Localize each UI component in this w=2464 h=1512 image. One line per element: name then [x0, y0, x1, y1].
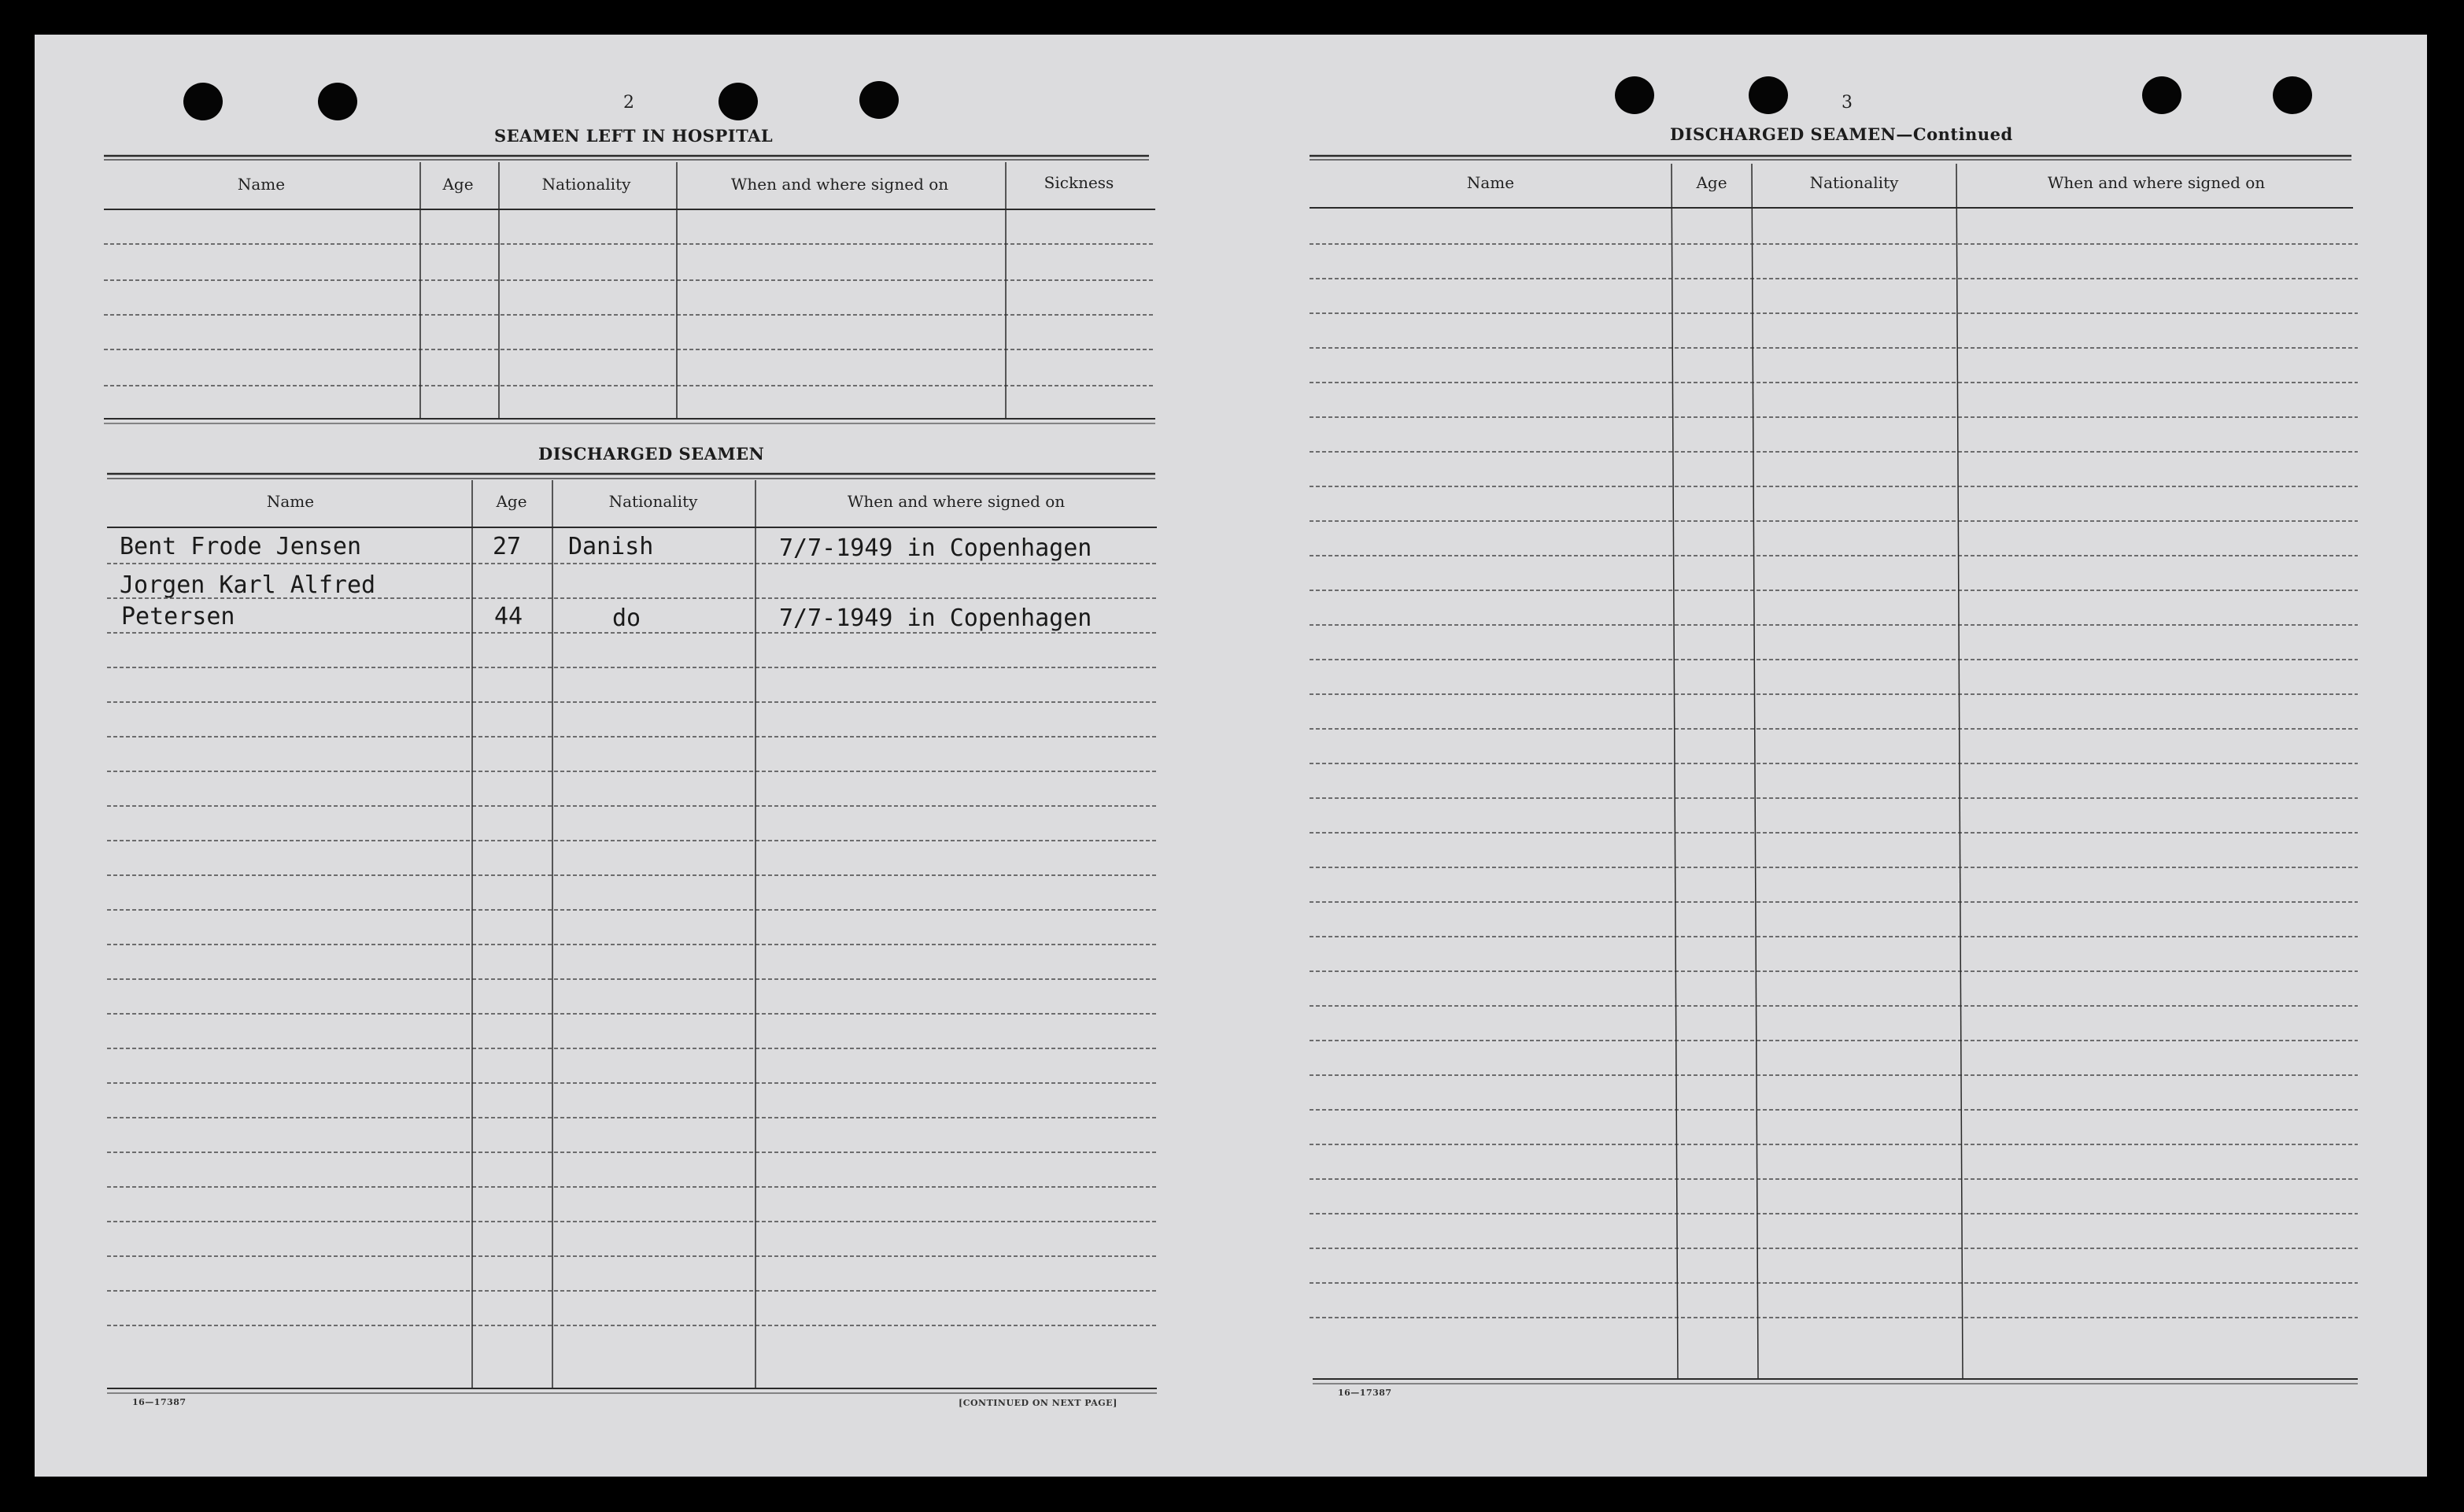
hospital-header-name: Name — [237, 175, 286, 194]
right-header-signed-on: When and where signed on — [2047, 173, 2266, 192]
entry-2-name-line2: Petersen — [121, 603, 235, 630]
right-column-rule — [1672, 164, 1678, 1379]
right-section-title — [1670, 124, 2013, 144]
right-title-main: DISCHARGED SEAMEN — [1670, 124, 1897, 144]
right-column-rule — [1956, 164, 1963, 1379]
discharged-header-signed-on: When and where signed on — [847, 492, 1066, 511]
entry-2-signed-on: 7/7-1949 in Copenhagen — [779, 604, 1092, 632]
right-form-number: 16—17387 — [1338, 1388, 1392, 1398]
entry-2-nationality: do — [612, 604, 641, 632]
hospital-section-title: SEAMEN LEFT IN HOSPITAL — [494, 126, 774, 146]
left-form-number: 16—17387 — [132, 1397, 187, 1407]
hospital-header-nationality: Nationality — [541, 175, 631, 194]
right-title-continued: —Continued — [1896, 124, 2013, 144]
entry-1-nationality: Danish — [568, 533, 654, 560]
entry-1-signed-on: 7/7-1949 in Copenhagen — [779, 534, 1092, 562]
entry-2-name-line1: Jorgen Karl Alfred — [120, 571, 376, 599]
right-header-name: Name — [1466, 173, 1515, 192]
discharged-section-title: DISCHARGED SEAMEN — [538, 444, 765, 464]
continued-on-next-page: [CONTINUED ON NEXT PAGE] — [959, 1398, 1117, 1408]
hospital-header-sickness: Sickness — [1044, 173, 1114, 192]
discharged-header-age: Age — [496, 492, 527, 511]
right-page-number: 3 — [1842, 93, 1853, 113]
right-column-rule — [1752, 164, 1758, 1379]
entry-1-name: Bent Frode Jensen — [120, 533, 362, 560]
hospital-header-signed-on: When and where signed on — [730, 175, 949, 194]
entry-2-age: 44 — [494, 603, 523, 630]
entry-1-age: 27 — [493, 533, 522, 560]
hospital-header-age: Age — [442, 175, 474, 194]
discharged-header-name: Name — [266, 492, 315, 511]
right-header-nationality: Nationality — [1809, 173, 1899, 192]
right-header-age: Age — [1696, 173, 1727, 192]
left-page-number: 2 — [623, 93, 634, 113]
discharged-header-nationality: Nationality — [608, 492, 698, 511]
